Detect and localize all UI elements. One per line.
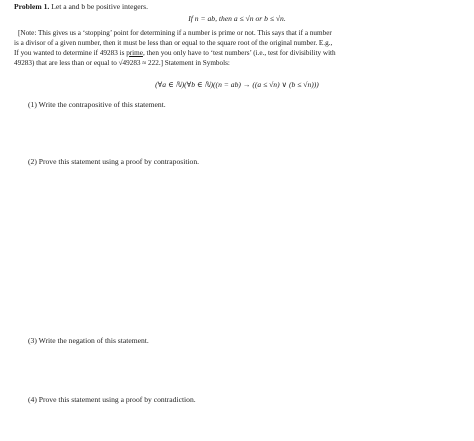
prime-link[interactable]: prime [126,49,143,57]
statement-in-symbols: (∀a ∈ ℕ)(∀b ∈ ℕ)((n = ab) → ((a ≤ √n) ∨ (b ≤ √n))) [155,80,319,89]
problem-label: Problem 1. [14,2,50,11]
question-3: (3) Write the negation of this statement. [28,336,149,345]
note-line-1: [Note: This gives us a ‘stopping’ point for determining if a number is prime or not. This says that if a number [18,29,332,37]
question-2: (2) Prove this statement using a proof by contraposition. [28,157,200,166]
question-4: (4) Prove this statement using a proof by contradiction. [28,395,196,404]
problem-intro: Let a and b be positive integers. [51,2,148,11]
note-line-3-start: If you wanted to determine if 49283 is [14,49,127,57]
note-line-3 [14,48,336,58]
note-line-3-end: , then you only have to ‘test numbers’ (i.e., test for divisibility with [142,49,336,57]
problem-statement: If n = ab, then a ≤ √n or b ≤ √n. [188,14,286,23]
question-1: (1) Write the contrapositive of this statement. [28,100,166,109]
note-line-4: 49283) that are less than or equal to √49283 ≈ 222.] Statement in Symbols: [14,59,230,67]
note-line-2: is a divisor of a given number, then it must be less than or equal to the square root of the original number. E.g., [14,39,333,47]
problem-heading [14,2,148,12]
